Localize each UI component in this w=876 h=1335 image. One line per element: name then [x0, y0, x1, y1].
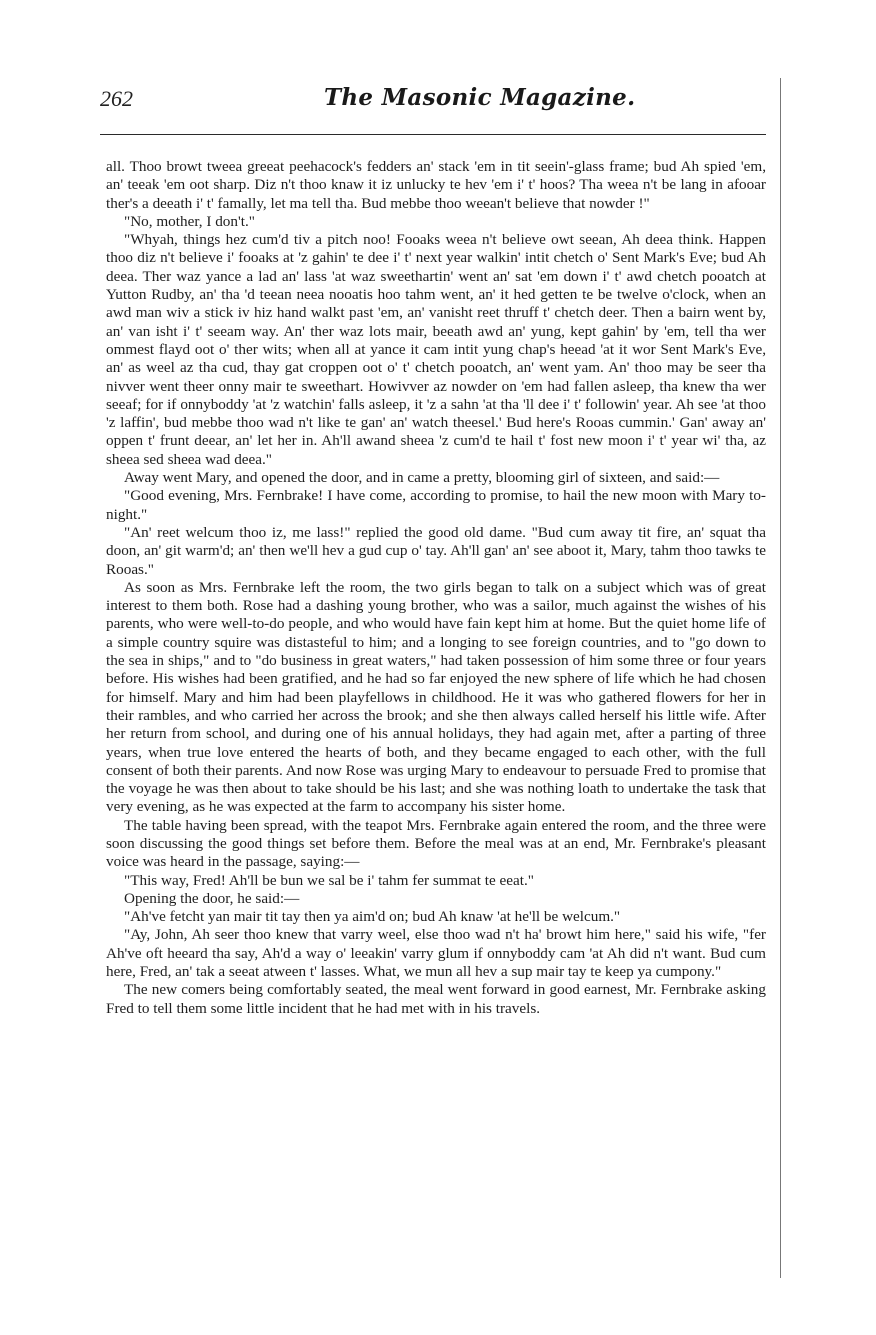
page-header — [100, 84, 780, 120]
paragraph: Away went Mary, and opened the door, and in came a pretty, blooming girl of sixteen, and said:— — [124, 469, 720, 487]
paragraph: all. Thoo browt tweea greeat peehacock's fedders an' stack 'em in tit seein'-glass frame; bud Ah spied 'em, an' teeak 'em oot sharp. Diz n't thoo knaw it iz unlucky te hev 'em i' t' hoos? Tha weea n't be lang in afooar ther's a deeath i' t' famally, let ma tell tha. Bud mebbe thoo weean't believe that nowder !" — [106, 158, 766, 212]
paragraph: "Good evening, Mrs. Fernbrake! I have come, according to promise, to hail the new moon with Mary to-night." — [106, 487, 766, 523]
paragraph: "Whyah, things hez cum'd tiv a pitch noo! Fooaks weea n't believe owt seean, Ah deea think. Happen thoo diz n't believe i' fooaks at 'z gahin' te dee i' t' next year walkin' intit chetch o' Sent Mark's Eve; bud Ah deea. Ther waz yance a lad an' lass 'at waz sweethartin' went an' sat 'em down i' t' awd chetch pooatch at Yutton Rudby, an' tha 'd teean neea nooatis hoo tahm went, an' it hed getten te be twelve o'clock, when an awd man wiv a stick iv hiz hand walkt past 'em, an' vanisht reet thruff t' chetch deer. Then a bairn went by, an' van isht i' t' seeam way. An' ther waz lots mair, beeath awd an' yung, kept gahin' by 'em, tell tha wer ommest flayd oot o' ther wits; when all at yance it cam intit yung chap's heead 'at it wor Sent Mark's Eve, an' as weel az tha cud, thay gat croppen oot o' t' chetch pooatch, an' went yam. An' thoo may be seer tha nivver went theer onny mair te sweethart. Howivver az nowder on 'em had fallen asleep, tha knew tha wer seeaf; for if onnyboddy 'at 'z watchin' falls asleep, it 'z a sahn 'at tha 'll dee i' t' followin' year. Ah see 'at thoo 'z laffin', bud mebbe thoo wad n't like te gan' an' watch theesel.' Bud here's Rooas cummin.' Gan' away an' oppen t' frunt deear, an' let her in. Ah'll awand sheea 'z cum'd te hail t' fost new moon i' t' year wi' tha, az sheea sed sheea wad deea." — [106, 231, 766, 468]
paragraph: "This way, Fred! Ah'll be bun we sal be i' tahm fer summat te eeat." — [124, 871, 534, 889]
paragraph: "An' reet welcum thoo iz, me lass!" replied the good old dame. "Bud cum away tit fire, an' squat tha doon, an' git warm'd; an' then we'll hev a gud cup o' tay. Ah'll gan' an' see aboot it, Mary, tahm thoo tawks te Rooas." — [106, 523, 766, 578]
paragraph: The new comers being comfortably seated, the meal went forward in good earnest, Mr. Fernbrake asking Fred to tell them some little incident that he had met with in his travels. — [106, 981, 766, 1017]
header-rule — [100, 134, 766, 135]
margin-rule — [780, 78, 781, 1278]
paragraph: Opening the door, he said:— — [124, 889, 300, 907]
running-title: The Masonic Magazine. — [324, 84, 636, 111]
paragraph: "Ay, John, Ah seer thoo knew that varry weel, else thoo wad n't ha' browt him here," said his wife, "fer Ah've oft heeard tha say, Ah'd a way o' leeakin' varry glum if onnyboddy cam 'at Ah did n't want. Bud cum here, Fred, an' tak a seeat atween t' lasses. What, we mun all hev a sup mair tay te keep ya cumpony." — [106, 926, 766, 981]
page-number: 262 — [100, 86, 133, 111]
article-body — [106, 158, 766, 1018]
paragraph: The table having been spread, with the teapot Mrs. Fernbrake again entered the room, and the three were soon discussing the good things set before them. Before the meal was at an end, Mr. Fernbrake's pleasant voice was heard in the passage, saying:— — [106, 816, 766, 871]
paragraph: As soon as Mrs. Fernbrake left the room, the two girls began to talk on a subject which was of great interest to them both. Rose had a dashing young brother, who was a sailor, much against the wishes of his parents, who were well-to-do people, and who would have fain kept him at home. But the quiet home life of a simple country squire was distasteful to him; and a longing to see foreign countries, and to "go down to the sea in ships," and to "do business in great waters," had taken possession of him some three or four years before. His wishes had been gratified, and he had so far enjoyed the new sphere of life which he had chosen for himself. Mary and him had been playfellows in childhood. He it was who gathered flowers for her in their rambles, and who carried her across the brook; and she then always called herself his little wife. After her return from school, and during one of his annual holidays, they had again met, after a parting of three years, when true love entered the hearts of both, and they became engaged to each other, with the full consent of both their parents. And now Rose was urging Mary to endeavour to persuade Fred to promise that the voyage he was then about to take should be his last; and she was nothing loath to undertake the task that very evening, as he was expected at the farm to accompany his sister home. — [106, 578, 766, 816]
paragraph: "Ah've fetcht yan mair tit tay then ya aim'd on; bud Ah knaw 'at he'll be welcum." — [124, 908, 621, 926]
paragraph: "No, mother, I don't." — [124, 212, 255, 230]
